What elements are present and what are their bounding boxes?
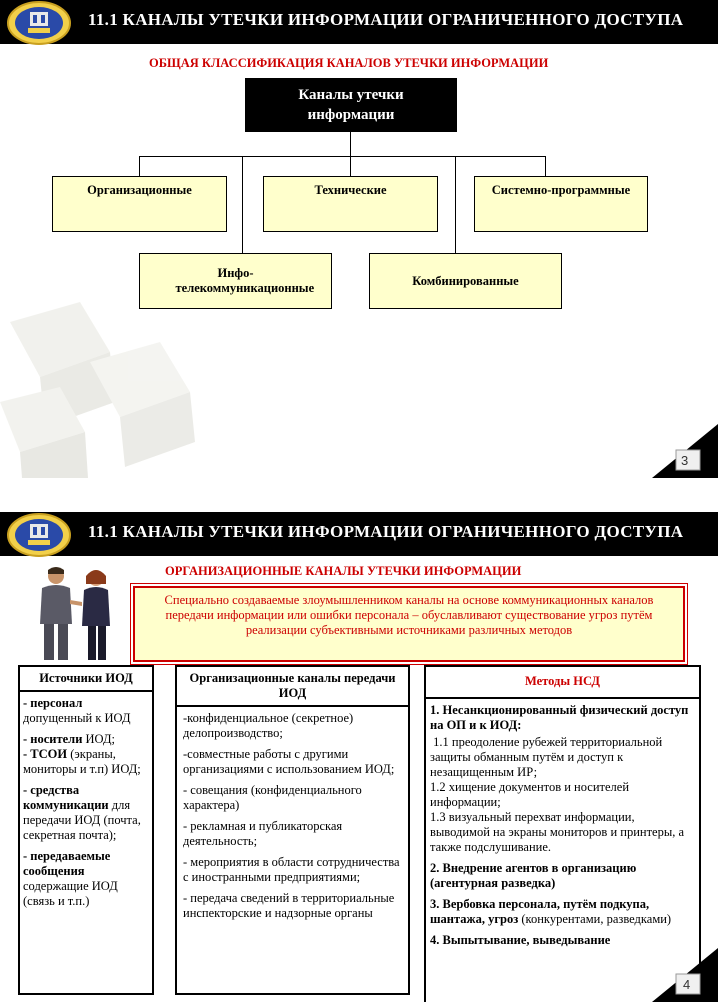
slide-header: [0, 0, 718, 44]
channels-column: [175, 665, 410, 995]
cubes-decoration-icon: [0, 282, 210, 478]
sources-list: [20, 692, 152, 919]
method-item: 1. Несанкционированный физический доступ на ОП и к ИОД:: [430, 703, 689, 732]
method-item: 4. Выпытывание, выведывание: [430, 933, 611, 947]
list-item: - передаваемые сообщения содержащие ИОД (связь и т.п.): [23, 849, 118, 908]
category-organizational: Организационные: [52, 176, 227, 232]
list-item: - носители ИОД;: [23, 732, 115, 746]
method-item: 3. Вербовка персонала, путём подкупа, шантажа, угроз (конкурентами, разведками): [430, 897, 672, 926]
list-item: - передача сведений в территориальные инспекторские и надзорные органы: [183, 891, 395, 920]
connector: [242, 156, 243, 253]
definition-box: Специально создаваемые злоумышленником каналы на основе коммуникационных каналов передачи информации или ошибки персонала – обуславливают существование угроз путём реализации субъективными источниками различных методов: [133, 586, 685, 662]
slide-subtitle: ОБЩАЯ КЛАССИФИКАЦИЯ КАНАЛОВ УТЕЧКИ ИНФОРМАЦИИ: [149, 56, 549, 70]
page-corner-icon: [652, 424, 718, 478]
university-logo-icon: [6, 512, 72, 558]
category-software: Системно-программные: [474, 176, 648, 232]
list-item: - персонал допущенный к ИОД: [23, 696, 131, 725]
slide-4: [0, 512, 718, 1002]
header-title: 11.1 КАНАЛЫ УТЕЧКИ ИНФОРМАЦИИ ОГРАНИЧЕННОГО ДОСТУПА: [88, 522, 684, 541]
root-node: [245, 78, 457, 132]
connector: [545, 156, 546, 176]
methods-list: [426, 699, 699, 958]
handshake-people-illustration-icon: [26, 564, 126, 664]
page-number: 4: [683, 977, 691, 992]
list-item: - рекламная и публикаторская деятельность;: [183, 819, 343, 848]
sources-heading: Источники ИОД: [20, 667, 152, 692]
sources-column: [18, 665, 154, 995]
method-item: 2. Внедрение агентов в организацию (агентурная разведка): [430, 861, 637, 890]
list-item: -совместные работы с другими организациями с использованием ИОД;: [183, 747, 395, 776]
method-subitem: 1.3 визуальный перехват информации, выводимой на экраны мониторов и принтеры, а также подслушивание.: [430, 810, 685, 854]
slide-subtitle: ОРГАНИЗАЦИОННЫЕ КАНАЛЫ УТЕЧКИ ИНФОРМАЦИИ: [165, 564, 522, 578]
category-combined: Комбинированные: [369, 253, 562, 309]
channels-heading: Организационные каналы передачи ИОД: [177, 667, 408, 707]
university-logo-icon: [6, 0, 72, 46]
list-item: - совещания (конфиденциального характера): [183, 783, 362, 812]
root-node-label: Каналы утечки информации: [298, 87, 404, 123]
list-item: - мероприятия в области сотрудничества с иностранными предприятиями;: [183, 855, 400, 884]
page-corner-icon: [652, 948, 718, 1002]
methods-heading: Методы НСД: [426, 667, 699, 699]
list-item: - ТСОИ (экраны, мониторы и т.п) ИОД;: [23, 747, 141, 776]
method-subitem: 1.2 хищение документов и носителей информации;: [430, 780, 630, 809]
method-subitem: 1.1 преодоление рубежей территориальной защиты обманным путём и доступ к незащищенным ИР;: [430, 735, 666, 779]
category-infotelecom-label: Инфо-телекоммуникационные: [175, 266, 315, 295]
list-item: - средства коммуникации для передачи ИОД (почта, секретная почта);: [23, 783, 141, 842]
header-title: 11.1 КАНАЛЫ УТЕЧКИ ИНФОРМАЦИИ ОГРАНИЧЕННОГО ДОСТУПА: [88, 10, 684, 29]
connector: [139, 156, 545, 157]
slide-header: [0, 512, 718, 556]
list-item: -конфиденциальное (секретное) делопроизводство;: [183, 711, 354, 740]
connector: [350, 156, 351, 176]
slide-3: [0, 0, 718, 478]
connector: [139, 156, 140, 176]
page-number: 3: [681, 453, 689, 468]
category-technical: Технические: [263, 176, 438, 232]
connector: [455, 156, 456, 253]
connector: [350, 132, 351, 156]
channels-list: [177, 707, 408, 931]
